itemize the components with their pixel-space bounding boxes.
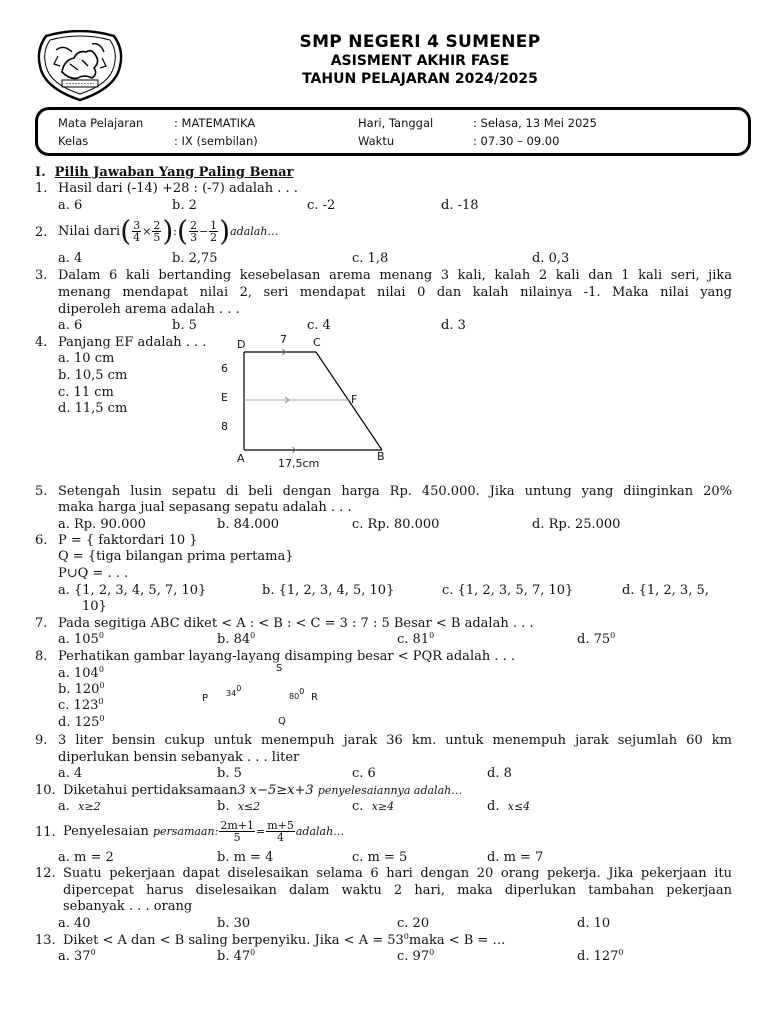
label-f: F [351, 393, 358, 406]
q5-line-2: maka harga jual sepasang sepatu adalah . . . [58, 500, 352, 515]
q6-option-c: c. {1, 2, 3, 5, 7, 10} [442, 583, 574, 598]
q4-number: 4. [35, 335, 48, 350]
q4-option-b: b. 10,5 cm [58, 368, 128, 383]
q10-option-d: d. x≤4 [487, 799, 531, 814]
q11-option-d: d. m = 7 [487, 850, 544, 865]
q6-option-b: b. {1, 2, 3, 4, 5, 10} [262, 583, 395, 598]
q13-option-b: b. $47^0$ [217, 948, 256, 964]
q11-prefix: Penyelesaian [63, 824, 149, 839]
time-value: : 07.30 – 09.00 [473, 134, 560, 148]
label-d: D [237, 338, 246, 351]
q5-number: 5. [35, 484, 48, 499]
q11-frac-left: $\frac{2m+1}{5}$ [220, 819, 254, 844]
q13-text: Diket < A dan < B saling berpenyiku. Jika < $A = 53^0maka < B$ = … [63, 932, 506, 948]
q2-option-c: c. 1,8 [352, 251, 389, 266]
q9-option-d: d. 8 [487, 766, 512, 781]
q3-line-2: menang mendapat nilai 2, seri mendapat nilai 0 dan kalah nilainya -1. Maka nilai yang [58, 285, 732, 300]
school-logo [34, 30, 126, 102]
q3-line-3: diperoleh arema adalah . . . [58, 302, 240, 317]
q11-number: 11. [35, 825, 56, 840]
q6-line-3: P∪Q = . . . [58, 566, 129, 581]
kite-label-p: P [202, 693, 209, 704]
q13-option-c: c. $97^0$ [397, 948, 435, 964]
q6-line-2: Q = {tiga bilangan prima pertama} [58, 549, 294, 564]
q9-number: 9. [35, 733, 48, 748]
q13-option-d: d. $127^0$ [577, 948, 624, 964]
q11-option-a: a. m = 2 [58, 850, 114, 865]
q4-option-c: c. 11 cm [58, 385, 114, 400]
q6-option-d: d. {1, 2, 3, 5, [622, 583, 709, 598]
q3-number: 3. [35, 268, 48, 283]
class-label: Kelas [58, 134, 89, 148]
kite-label-r: R [311, 692, 318, 703]
q2-option-a: a. 4 [58, 251, 83, 266]
q7-option-a: a. $105^0$ [58, 631, 104, 647]
q3-option-a: a. 6 [58, 318, 83, 333]
q7-number: 7. [35, 616, 48, 631]
q5-option-c: c. Rp. 80.000 [352, 517, 440, 532]
q6-option-d-cont: 10} [82, 599, 107, 614]
q8-text: Perhatikan gambar layang-layang disamping besar < PQR adalah . . . [58, 649, 516, 664]
q12-option-b: b. 30 [217, 916, 251, 931]
q2-frac-1: $\frac{3}{4}$ [133, 219, 141, 244]
q12-option-a: a. 40 [58, 916, 91, 931]
kite-angle-1: $34^0$ [226, 684, 242, 698]
q7-text: Pada segitiga ABC diket < A : < B : < C = 3 : 7 : 5 Besar < B adalah . . . [58, 616, 534, 631]
academic-year: TAHUN PELAJARAN 2024/2025 [302, 71, 538, 87]
q12-line-3: sebanyak . . . orang [63, 899, 193, 914]
q9-line-1: 3 liter bensin cukup untuk menempuh jarak 36 km. untuk menempuh jarak sejumlah 60 km [58, 733, 732, 748]
label-a: A [237, 452, 245, 465]
q2-option-b: b. 2,75 [172, 251, 218, 266]
q12-option-d: d. 10 [577, 916, 611, 931]
trapezoid-figure [230, 340, 400, 465]
q9-option-a: a. 4 [58, 766, 83, 781]
kite-label-s: S [276, 663, 283, 674]
q9-line-2: diperlukan bensin sebanyak . . . liter [58, 750, 300, 765]
class-value: : IX (sembilan) [174, 134, 258, 148]
q2-number: 2. [35, 225, 48, 240]
q5-line-1: Setengah lusin sepatu di beli dengan harga Rp. 450.000. Jika untung yang diinginkan 20% [58, 484, 732, 499]
label-b: B [377, 450, 385, 463]
day-value: : Selasa, 13 Mei 2025 [473, 116, 597, 130]
q8-option-b: b. $120^0$ [58, 681, 105, 697]
q1-number: 1. [35, 181, 48, 196]
q11-frac-right: $\frac{m+5}{4}$ [267, 819, 294, 844]
subject-value: : MATEMATIKA [174, 116, 256, 130]
q3-line-1: Dalam 6 kali bertanding kesebelasan arema menang 3 kali, kalah 2 kali dan 1 kali seri, jika [58, 268, 732, 283]
q4-text: Panjang EF adalah . . . [58, 335, 207, 350]
q1-option-d: d. -18 [441, 198, 479, 213]
subject-label: Mata Pelajaran [58, 116, 144, 130]
q11-option-c: c. m = 5 [352, 850, 408, 865]
label-eight: 8 [221, 420, 228, 433]
q5-option-d: d. Rp. 25.000 [532, 517, 621, 532]
label-c: C [313, 336, 321, 349]
label-six: 6 [221, 362, 228, 375]
q3-option-d: d. 3 [441, 318, 466, 333]
q1-text: Hasil dari (-14) +28 : (-7) adalah . . . [58, 181, 298, 196]
label-bottom-length: 17,5cm [278, 457, 320, 470]
school-name: SMP NEGERI 4 SUMENEP [299, 32, 541, 52]
q13-option-a: a. $37^0$ [58, 948, 96, 964]
q9-option-c: c. 6 [352, 766, 376, 781]
q13-number: 13. [35, 933, 56, 948]
q2-expression: Nilai dari( $\frac{3}{4}$ × $\frac{2}{5}$ ):( $\frac{2}{3}$ − $\frac{1}{2}$ )adalah… [58, 214, 279, 248]
exam-info-box [35, 107, 751, 156]
q6-option-a: a. {1, 2, 3, 4, 5, 7, 10} [58, 583, 207, 598]
q5-option-a: a. Rp. 90.000 [58, 517, 146, 532]
q2-frac-4: $\frac{1}{2}$ [210, 219, 218, 244]
label-top-length: 7 [280, 333, 287, 346]
section-title [35, 165, 293, 181]
q5-option-b: b. 84.000 [217, 517, 280, 532]
q1-option-b: b. 2 [172, 198, 197, 213]
q6-number: 6. [35, 533, 48, 548]
kite-label-q: Q [278, 716, 286, 727]
q2-frac-3: $\frac{2}{3}$ [189, 219, 197, 244]
q10-number: 10. [35, 783, 56, 798]
q12-line-1: Suatu pekerjaan dapat diselesaikan selama 6 hari dengan 20 orang pekerja. Jika pekerjaan itu [63, 866, 732, 881]
q12-number: 12. [35, 866, 56, 881]
q11-option-b: b. m = 4 [217, 850, 274, 865]
q7-option-d: d. $75^0$ [577, 631, 616, 647]
time-label: Waktu [358, 134, 395, 148]
q11-expression: Penyelesaian persamaan: $\frac{2m+1}{5}$ = $\frac{m+5}{4}$ adalah… [63, 819, 345, 844]
q4-option-a: a. 10 cm [58, 351, 115, 366]
q2-option-d: d. 0,3 [532, 251, 570, 266]
section-heading: Pilih Jawaban Yang Paling Benar [54, 165, 294, 180]
q7-option-c: c. $81^0$ [397, 631, 435, 647]
q1-option-c: c. -2 [307, 198, 336, 213]
q3-option-c: c. 4 [307, 318, 331, 333]
q12-option-c: c. 20 [397, 916, 430, 931]
q2-frac-2: $\frac{2}{5}$ [153, 219, 161, 244]
label-e: E [221, 391, 228, 404]
kite-angle-2: $80^0$ [289, 687, 305, 701]
q8-option-a: a. $104^0$ [58, 665, 104, 681]
q10-text: Diketahui pertidaksamaan3 x−5≥x+3 penyelesaiannya adalah… [63, 783, 463, 798]
q10-option-b: b. x≤2 [217, 799, 261, 814]
exam-title: ASISMENT AKHIR FASE [330, 53, 510, 69]
q2-suffix: adalah… [230, 225, 279, 238]
q8-number: 8. [35, 649, 48, 664]
day-label: Hari, Tanggal [358, 116, 434, 130]
q10-option-a: a. x≥2 [58, 799, 101, 814]
q10-option-c: c. x≥4 [352, 799, 395, 814]
q6-line-1: P = { faktordari 10 } [58, 533, 198, 548]
q4-option-d: d. 11,5 cm [58, 401, 128, 416]
trapezoid-side-cb [316, 352, 382, 450]
q8-option-c: c. $123^0$ [58, 697, 104, 713]
q7-option-b: b. $84^0$ [217, 631, 256, 647]
q8-option-d: d. $125^0$ [58, 714, 105, 730]
q9-option-b: b. 5 [217, 766, 242, 781]
q2-prefix: Nilai dari [58, 224, 121, 239]
q3-option-b: b. 5 [172, 318, 197, 333]
q1-option-a: a. 6 [58, 198, 83, 213]
q12-line-2: dipercepat harus diselesaikan dalam waktu 2 hari, maka diperlukan tambahan pekerjaan [63, 883, 732, 898]
section-number: I. [35, 165, 46, 180]
